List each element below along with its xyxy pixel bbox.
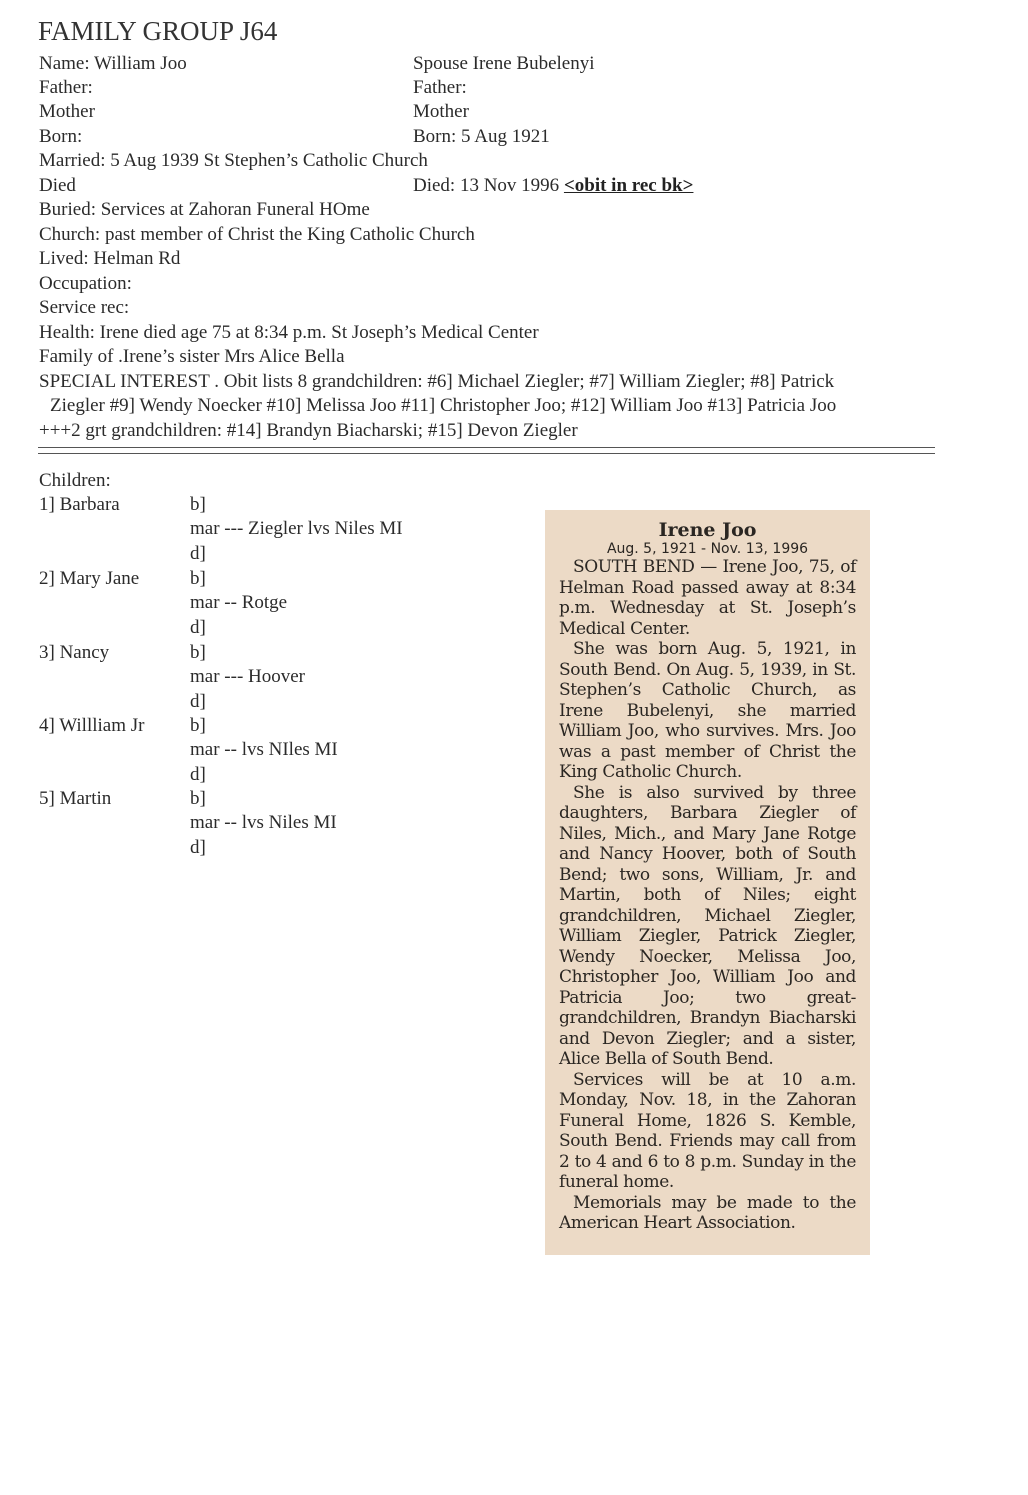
spouse-field: Spouse Irene Bubelenyi bbox=[413, 53, 595, 74]
occupation-field: Occupation: bbox=[39, 273, 132, 294]
child-name: 3] Nancy bbox=[39, 642, 110, 663]
child-died: d] bbox=[190, 617, 206, 638]
obit-link[interactable]: <obit in rec bk> bbox=[563, 175, 694, 196]
obituary-paragraph: She is also survived by three daughters, Barbara Ziegler of Niles, Mich., and Mary Jane Rotge and Nancy Hoover, both of South Bend; two sons, William, Jr. and Martin, both of Niles; eight grandchildren, Michael Ziegler, William Ziegler, Patrick Ziegler, Wendy Noecker, Melissa Joo, Christopher Joo, William Joo and Patricia Joo; two great-grandchildren, Brandyn Biacharski and Devon Ziegler; and a sister, Alice Bella of South Bend. bbox=[559, 782, 856, 1069]
obituary-paragraph: Memorials may be made to the American Heart Association. bbox=[559, 1192, 856, 1233]
obituary-paragraph: Services will be at 10 a.m. Monday, Nov. 18, in the Zahoran Funeral Home, 1826 S. Kemble, South Bend. Friends may call from 2 to 4 and 6 to 8 p.m. Sunday in the funeral home. bbox=[559, 1069, 856, 1192]
spouse-died-text: Died: 13 Nov 1996 bbox=[413, 175, 564, 196]
health-field: Health: Irene died age 75 at 8:34 p.m. St Joseph’s Medical Center bbox=[39, 322, 539, 343]
child-born: b] bbox=[190, 494, 206, 515]
died-field: Died bbox=[39, 175, 76, 196]
mother-field: Mother bbox=[39, 101, 95, 122]
child-died: d] bbox=[190, 837, 206, 858]
section-divider bbox=[38, 447, 935, 454]
obituary-dates: Aug. 5, 1921 - Nov. 13, 1996 bbox=[606, 541, 809, 557]
spouse-father-field: Father: bbox=[413, 77, 467, 98]
name-field: Name: William Joo bbox=[39, 53, 187, 74]
buried-field: Buried: Services at Zahoran Funeral HOme bbox=[39, 199, 370, 220]
lived-field: Lived: Helman Rd bbox=[39, 248, 181, 269]
born-field: Born: bbox=[39, 126, 83, 147]
obituary-paragraph: SOUTH BEND — Irene Joo, 75, of Helman Road passed away at 8:34 p.m. Wednesday at St. Joseph’s Medical Center. bbox=[559, 557, 856, 639]
child-died: d] bbox=[190, 764, 206, 785]
page-title: FAMILY GROUP J64 bbox=[38, 16, 278, 46]
child-married: mar --- Hoover bbox=[190, 666, 306, 687]
obituary-body bbox=[559, 557, 856, 1234]
child-born: b] bbox=[190, 788, 206, 809]
child-born: b] bbox=[190, 568, 206, 589]
children-header: Children: bbox=[39, 470, 111, 491]
child-name: 2] Mary Jane bbox=[39, 568, 140, 589]
spouse-mother-field: Mother bbox=[413, 101, 469, 122]
obituary-clipping bbox=[545, 510, 870, 1255]
special-interest-line-2: Ziegler #9] Wendy Noecker #10] Melissa Joo #11] Christopher Joo; #12] William Joo #13] Patricia Joo bbox=[50, 395, 837, 416]
child-name: 5] Martin bbox=[39, 788, 112, 809]
service-record-field: Service rec: bbox=[39, 297, 130, 318]
child-died: d] bbox=[190, 543, 206, 564]
child-married: mar -- lvs NIles MI bbox=[190, 739, 338, 760]
child-married: mar --- Ziegler lvs Niles MI bbox=[190, 518, 403, 539]
obituary-title: Irene Joo bbox=[658, 519, 757, 541]
child-married: mar -- Rotge bbox=[190, 592, 288, 613]
father-field: Father: bbox=[39, 77, 93, 98]
married-field: Married: 5 Aug 1939 St Stephen’s Catholic Church bbox=[39, 150, 428, 171]
special-interest-line-3: +++2 grt grandchildren: #14] Brandyn Biacharski; #15] Devon Ziegler bbox=[39, 420, 578, 441]
child-married: mar -- lvs Niles MI bbox=[190, 812, 337, 833]
spouse-born-field: Born: 5 Aug 1921 bbox=[413, 126, 550, 147]
child-born: b] bbox=[190, 715, 206, 736]
child-name: 4] Willliam Jr bbox=[39, 715, 145, 736]
special-interest-line-1: SPECIAL INTEREST . Obit lists 8 grandchildren: #6] Michael Ziegler; #7] William Ziegler; #8] Patrick bbox=[39, 371, 835, 392]
child-born: b] bbox=[190, 642, 206, 663]
child-name: 1] Barbara bbox=[39, 494, 120, 515]
spouse-died-field bbox=[413, 174, 693, 198]
family-field: Family of .Irene’s sister Mrs Alice Bella bbox=[39, 346, 345, 367]
church-field: Church: past member of Christ the King Catholic Church bbox=[39, 224, 475, 245]
obituary-paragraph: She was born Aug. 5, 1921, in South Bend. On Aug. 5, 1939, in St. Stephen’s Catholic Church, as Irene Bubelenyi, she married William Joo, who survives. Mrs. Joo was a past member of Christ the King Catholic Church. bbox=[559, 639, 856, 782]
child-died: d] bbox=[190, 691, 206, 712]
